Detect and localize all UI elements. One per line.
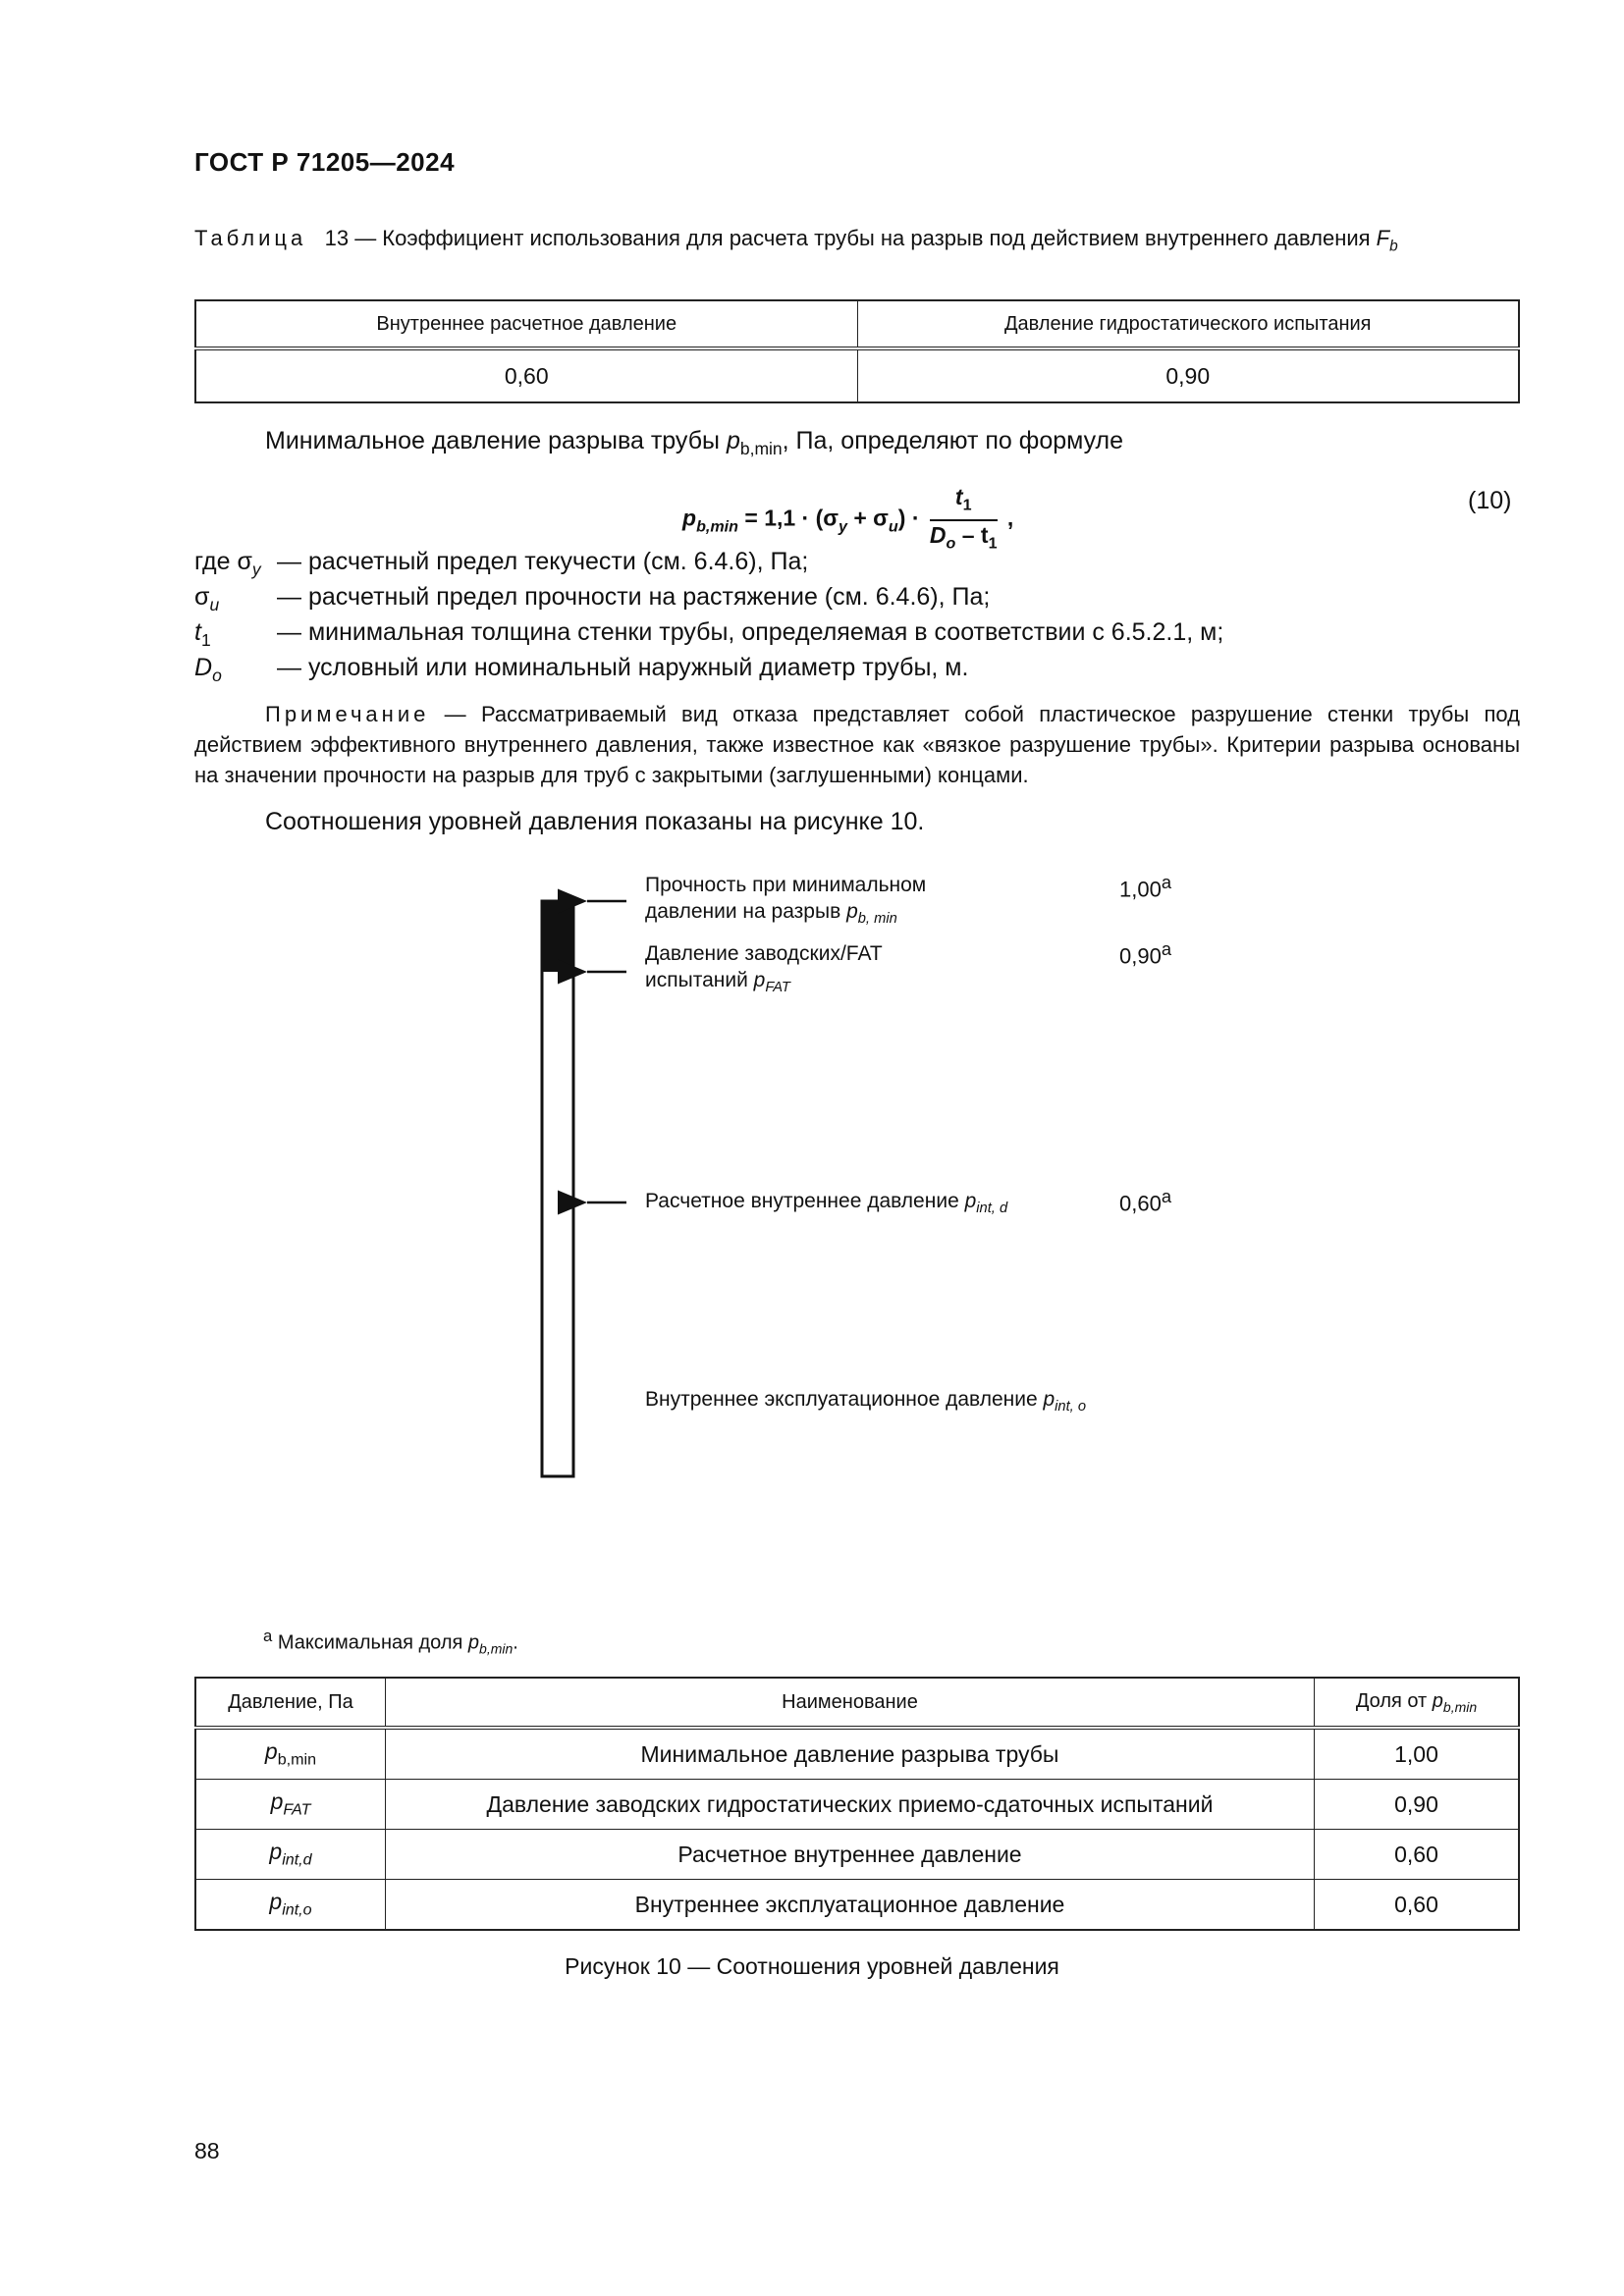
figure-value: 0,90 [1119,943,1162,969]
where-sub: 1 [200,630,211,650]
where-symbol: σ [194,583,210,611]
table-caption-symbol-sub: b [1389,238,1398,255]
note-label: Примечание [265,702,430,726]
share-sub: b,min [1442,1698,1478,1715]
figure-caption: Рисунок 10 — Соотношения уровней давления [565,1953,1059,1979]
legend-symbol-cell [195,1880,386,1931]
label-sub: int, d [976,1201,1008,1217]
table-label: Таблица [194,226,307,250]
row-sub: FAT [283,1800,311,1819]
label-sub: FAT [765,980,790,996]
table-13-value-row [195,348,1519,402]
footnote-symbol: p [467,1631,480,1654]
footnote-end: . [513,1631,518,1654]
figure-label-pinto [645,1386,1086,1420]
table-13-caption [194,224,1520,261]
footnote-sup: a [1161,872,1172,892]
figure-label-pintd [645,1188,1007,1222]
figure-footnote [263,1627,518,1657]
legend-value-cell: 0,60 [1315,1880,1520,1931]
footnote-sub: b,min [479,1640,514,1657]
figure-label-pfat [645,940,883,1001]
where-text: — расчетный предел прочности на растяжение (см. 6.4.6), Па; [277,583,991,611]
denominator-rest: – t [955,521,989,548]
formula-sy-sub: y [839,517,847,536]
legend-header-name: Наименование [386,1678,1315,1728]
legend-name-cell: Минимальное давление разрыва трубы [386,1728,1315,1780]
legend-value-cell: 0,60 [1315,1830,1520,1880]
legend-header-pressure: Давление, Па [195,1678,386,1728]
label-symbol: p [1043,1388,1056,1411]
formula-tail: , [1006,505,1014,531]
table-row [195,1880,1519,1931]
table-13-header-test: Давление гидростатического испытания [857,300,1519,348]
row-sub: int,d [282,1850,312,1869]
formula-plus: + σ [846,505,889,531]
legend-symbol-cell [195,1830,386,1880]
footnote-text: Максимальная доля [272,1631,468,1654]
denominator-sub: o [946,534,956,553]
figure-value-pbmin [1119,872,1171,902]
figure-value-pfat [1119,938,1171,969]
formula-lhs: p [682,505,697,531]
where-symbol: σ [237,548,252,575]
where-text: — условный или номинальный наружный диаметр трубы, м. [277,654,969,681]
figure-value-pintd [1119,1186,1171,1216]
note-text: — Рассматриваемый вид отказа представляет собой пластическое разрушение стенки трубы под действием эффективного внутреннего давления, также известное как «вязкое разрушение трубы». Критерии разрыва основаны на значении прочности на разрыв для труб с закрытыми (заглушенными) концами. [194,702,1520,787]
where-sub: u [209,595,220,614]
intro-before: Минимальное давление разрыва трубы [265,427,727,454]
denominator-rest-sub: 1 [988,534,998,553]
legend-symbol-cell [195,1728,386,1780]
legend-header-row [195,1678,1519,1728]
label-line: испытаний [645,969,754,991]
legend-name-cell: Расчетное внутреннее давление [386,1830,1315,1880]
figure-label-pbmin [645,872,926,933]
pressure-legend-table [194,1677,1520,1931]
where-text: — минимальная толщина стенки трубы, определяемая в соответствии с 6.5.2.1, м; [277,618,1224,646]
numerator-sub: 1 [962,496,972,514]
intro-paragraph [265,424,1123,465]
row-symbol: p [270,1789,284,1815]
row-sub: b,min [277,1750,317,1769]
label-sub: b, min [857,911,897,928]
legend-symbol-cell [195,1780,386,1830]
figure-value: 1,00 [1119,877,1162,902]
row-symbol: p [264,1738,278,1765]
label-line: Расчетное внутреннее давление [645,1190,965,1212]
where-sym [194,651,277,692]
formula-fraction [930,483,998,557]
legend-name-cell: Давление заводских гидростатических приемо-сдаточных испытаний [386,1780,1315,1830]
table-row [195,1830,1519,1880]
intro-symbol: p [726,427,740,454]
label-line: Давление заводских/FAT [645,942,883,965]
table-caption-symbol: F [1376,226,1390,250]
where-item [194,651,968,692]
equation-number: (10) [1468,487,1512,514]
where-symbol: t [194,618,201,646]
row-sub: int,o [282,1900,312,1919]
table-13-value-test: 0,90 [857,348,1519,402]
label-sub: int, o [1055,1399,1087,1415]
numerator-symbol: t [954,484,963,509]
footnote-sup: a [1161,938,1172,959]
where-text: — расчетный предел текучести (см. 6.4.6), Па; [277,548,809,575]
formula-su-sub: u [888,517,898,536]
figure-value: 0,60 [1119,1191,1162,1216]
footnote-sup: a [1161,1186,1172,1206]
legend-header-share [1315,1678,1520,1728]
pressure-bar [542,901,573,1476]
pressure-bar-filled-segment [542,901,573,972]
where-symbol: D [194,654,213,681]
table-row [195,1780,1519,1830]
label-symbol: p [753,969,766,991]
label-symbol: p [964,1190,977,1212]
table-caption-text: 13 — Коэффициент использования для расчета трубы на разрыв под действием внутреннего давления [324,226,1371,250]
intro-symbol-sub: b,min [739,439,783,458]
formula-lhs-sub: b,min [696,517,738,536]
table-13-header-design: Внутреннее расчетное давление [195,300,857,348]
note-paragraph [194,699,1520,790]
label-line: Внутреннее эксплуатационное давление [645,1388,1044,1411]
share-symbol: p [1432,1689,1443,1712]
row-symbol: p [269,1889,283,1915]
table-row [195,1728,1519,1780]
share-text: Доля от [1355,1689,1433,1712]
label-line: давлении на разрыв [645,900,847,923]
table-13 [194,299,1520,403]
intro-after: , Па, определяют по формуле [782,427,1124,454]
legend-value-cell: 1,00 [1315,1728,1520,1780]
label-line: Прочность при минимальном [645,874,927,896]
where-sub: y [251,560,261,579]
denominator-symbol: D [929,521,947,548]
table-13-header-row [195,300,1519,348]
document-code: ГОСТ Р 71205—2024 [194,147,456,177]
legend-name-cell: Внутреннее эксплуатационное давление [386,1880,1315,1931]
formula-middle: = 1,1 · (σ [737,505,839,531]
formula-denominator [930,521,998,558]
ratio-sentence: Соотношения уровней давления показаны на рисунке 10. [265,808,925,835]
label-symbol: p [846,900,858,923]
where-prefix: где [194,548,238,575]
footnote-mark: a [263,1627,273,1645]
formula-close: ) · [897,505,920,531]
row-symbol: p [269,1839,283,1865]
where-sub: o [212,666,222,685]
formula-numerator [930,483,998,521]
page-number: 88 [194,2138,220,2163]
table-13-value-design: 0,60 [195,348,857,402]
legend-value-cell: 0,90 [1315,1780,1520,1830]
